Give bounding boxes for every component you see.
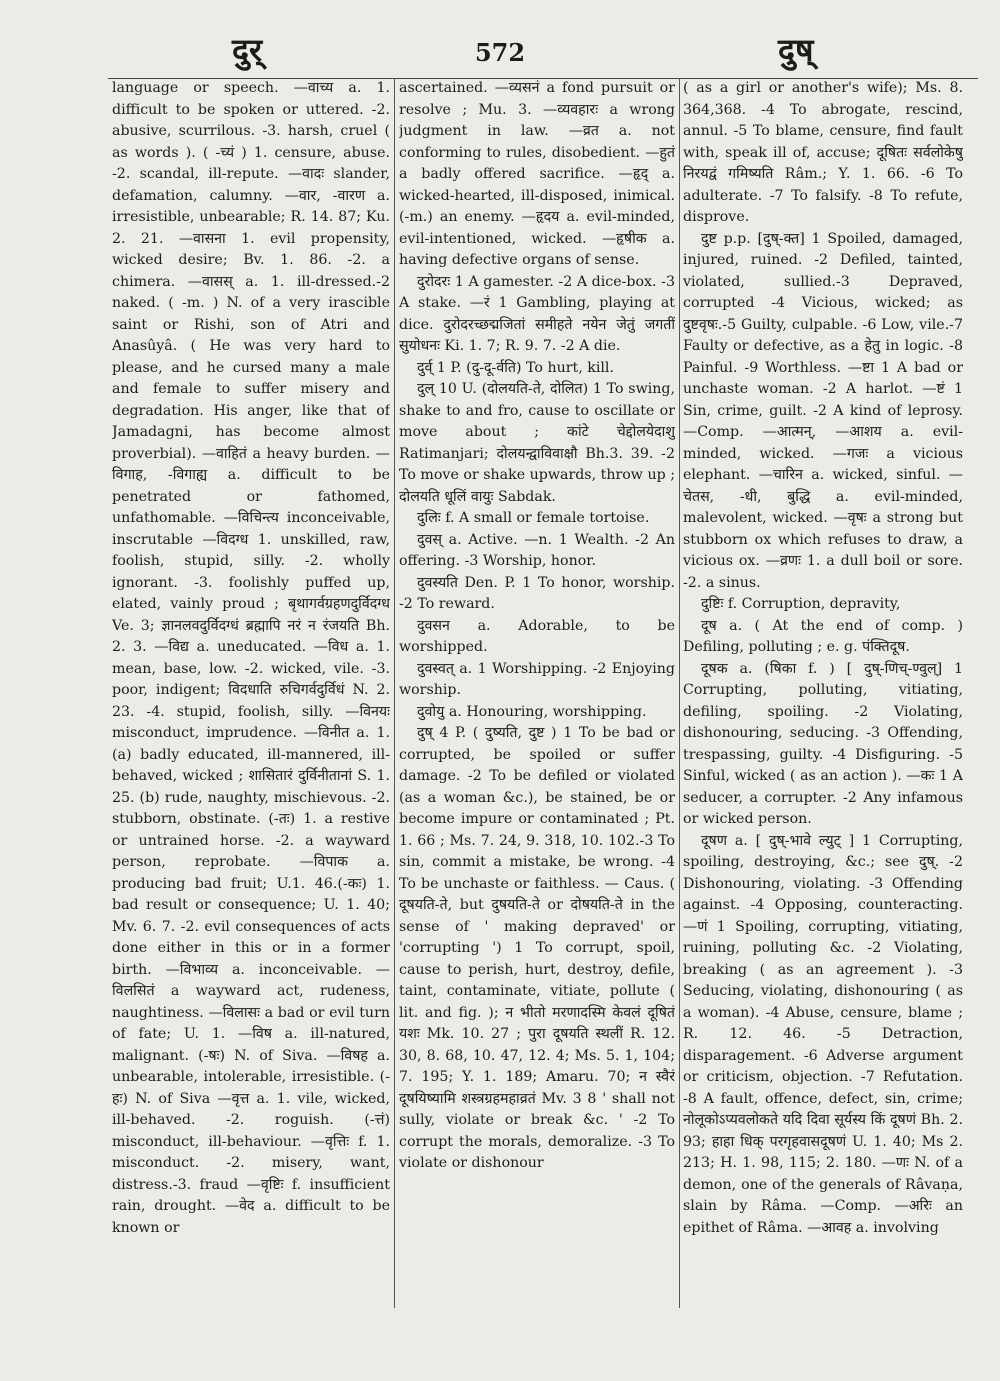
column-2-paragraph: दुवसन a. Adorable, to be worshipped. <box>399 617 675 655</box>
column-3-paragraph: दूषण a. [ दुष्-भावे ल्युट् ] 1 Corrupting, spoiling, destroying, &c.; see दुष्. -2 Dishonouring, violating. -3 Offending against. -4 Opposing, counteracting. —णं 1 Spoiling, corrupting, vitiating, ruining, polluting &c. -2 Violating, breaking ( as an agreement ). -3 Seducing, violating, dishonouring ( as a woman). -4 Abuse, censure, blame ; R. 12. 46. -5 Detraction, disparagement. -6 Adverse argument or criticism, objection. -7 Refutation. -8 A fault, offence, defect, sin, crime; नोलूकोऽप्यवलोकते यदि दिवा सूर्यस्य किं दूषणं Bh. 2. 93; हाहा धिक् परगृहवासदूषणं U. 1. 40; Ms 2. 213; H. 1. 98, 115; 2. 180. —णः N. of a demon, one of the generals of Râvaṇa, slain by Râma. —Comp. —अरिः an epithet of Râma. —आवह a. involving <box>683 832 963 1236</box>
column-3-paragraph: दुष्ट p.p. [दुष्-क्त] 1 Spoiled, damaged, injured, ruined. -2 Defiled, tainted, violated, sullied.-3 Depraved, corrupted -4 Vicious, wicked; as दुष्टवृषः.-5 Guilty, culpable. -6 Low, vile.-7 Faulty or defective, as a हेतु in logic. -8 Painful. -9 Worthless. —ष्टा 1 A bad or unchaste woman. -2 A harlot. —ष्टं 1 Sin, crime, guilt. -2 A kind of leprosy. —Comp. —आत्मन्, —आशय a. evil-minded, wicked. —गजः a vicious elephant. —चारिन a. wicked, sinful. —चेतस, -धी, बुद्धि a. evil-minded, malevolent, wicked. —वृषः a strong but stubborn ox which refuses to draw, a vicious ox. —व्रणः 1. a dull boil or sore. -2. a sinus. <box>683 230 963 591</box>
column-divider <box>679 78 680 1308</box>
column-2-paragraph: दुवोयु a. Honouring, worshipping. <box>417 703 647 720</box>
column-1 <box>112 78 390 1308</box>
column-2-paragraph: दुरोदरः 1 A gamester. -2 A dice-box. -3 A stake. —रं 1 Gambling, playing at dice. दुरोदरच्छद्मजितां समीहते नयेन जेतुं जगतीं सुयोधनः Ki. 1. 7; R. 9. 7. -2 A die. <box>399 273 675 354</box>
column-2-paragraph: ascertained. —व्यसनं a fond pursuit or resolve ; Mu. 3. —व्यवहारः a wrong judgment in law. —व्रत a. not conforming to rules, disobedient. —हुतं a badly offered sacrifice. —हृद् a. wicked-hearted, ill-disposed, inimical. (-m.) an enemy. —हृदय a. evil-minded, evil-intentioned, wicked. —हृषीक a. having defective organs of sense. <box>399 80 675 268</box>
column-2-paragraph: दुष् 4 P. ( दुष्यति, दुष्ट ) 1 To be bad or corrupted, be spoiled or suffer damage. -2 To be defiled or violated (as a woman &c.), be stained, be or become impure or contaminated ; Pt. 1. 66 ; Ms. 7. 24, 9. 318, 10. 102.-3 To sin, commit a mistake, be wrong. -4 To be unchaste or faithless. — Caus. ( दूषयति-ते, but दुषयति-ते or दोषयति-ते in the sense of ' making depraved' or 'corrupting ') 1 To corrupt, spoil, cause to perish, hurt, destroy, defile, taint, contaminate, vitiate, pollute ( lit. and fig. ); न भीतो मरणादस्मि केवलं दूषितं यशः Mk. 10. 27 ; पुरा दूषयति स्थलीं R. 12. 30, 8. 68, 10. 47, 12. 4; Ms. 5. 1, 104; 7. 195; Y. 1. 189; Amaru. 70; न स्वैरं दूषयिष्यामि शस्त्रग्रहमहाव्रतं Mv. 3 8 ' shall not sully, violate or break &c. ' -2 To corrupt the morals, demoralize. -3 To violate or dishonour <box>399 725 675 1171</box>
header-right-guideword: दुष् <box>778 31 814 69</box>
column-3 <box>683 78 963 1308</box>
column-3-paragraph: ( as a girl or another's wife); Ms. 8. 364,368. -4 To abrogate, rescind, annul. -5 To blame, censure, find fault with, speak ill of, accuse; दूषितः सर्वलोकेषु निरयद्वं गमिष्यति Râm.; Y. 1. 66. -6 To adulterate. -7 To falsify. -8 To refute, disprove. <box>683 80 963 225</box>
column-3-paragraph: दुष्टिः f. Corruption, depravity, <box>701 596 901 612</box>
column-1-text: language or speech. —वाच्य a. 1. difficult to be spoken or uttered. -2. abusive, scurrilous. -3. harsh, cruel ( as words ). ( -च्यं ) 1. censure, abuse. -2. scandal, ill-repute. —वादः slander, defamation, calumny. —वार, -वारण a. irresistible, unbearable; R. 14. 87; Ku. 2. 21. —वासना 1. evil propensity, wicked desire; Bv. 1. 86. -2. a chimera. —वासस् a. 1. ill-dressed.-2 naked. ( -m. ) N. of a very irascible saint or Rishi, son of Atri and Anasûyâ. ( He was very hard to please, and he cursed many a male and female to suffer misery and degradation. His anger, like that of Jamadagni, has become almost proverbial). —वाहितं a heavy burden. —विगाह, -विगाह्य a. difficult to be penetrated or fathomed, unfathomable. —विचिन्त्य inconceivable, inscrutable —विदग्ध 1. unskilled, raw, foolish, stupid, silly. -2. wholly ignorant. -3. foolishly puffed up, elated, vainly proud ; बृथागर्वग्रहणदुर्विदग्ध Ve. 3; ज्ञानलवदुर्विदग्धं ब्रह्मापि नरं न रंजयति Bh. 2. 3. —विद्य a. uneducated. —विध a. 1. mean, base, low. -2. wicked, vile. -3. poor, indigent; विदधाति रुचिगर्वदुर्विधं N. 2. 23. -4. stupid, foolish, silly. —विनयः misconduct, imprudence. —विनीत a. 1. (a) badly educated, ill-mannered, ill-behaved, wicked ; शासितारं दुर्विनीतानां S. 1. 25. (b) rude, naughty, mischievous. -2. stubborn, obstinate. (-तः) 1. a restive or untrained horse. -2. a wayward person, reprobate. —विपाक a. producing bad fruit; U.1. 46.(-कः) 1. bad result or consequence; U. 1. 40; Mv. 6. 7. -2. evil consequences of acts done either in this or in a former birth. —विभाव्य a. inconceivable. —विलसितं a wayward act, rudeness, naughtiness. —विलासः a bad or evil turn of fate; U. 1. —विष a. ill-natured, malignant. (-षः) N. of Siva. —विषह a. unbearable, intolerable, irresistible. (-हः) N. of Siva —वृत्त a. 1. vile, wicked, ill-behaved. -2. roguish. (-त्तं) misconduct, ill-behaviour. —वृत्तिः f. 1. misconduct. -2. misery, want, distress.-3. fraud —वृष्टिः f. insufficient rain, drought. —वेद a. difficult to be known or <box>112 80 390 1236</box>
header-left-guideword: दुर् <box>232 31 263 69</box>
column-3-paragraph: दूषक a. (षिका f. ) [ दुष्-णिच्-ण्वुल्] 1 Corrupting, polluting, vitiating, defiling, spoiling. -2 Violating, dishonouring, seducing. -3 Offending, trespassing, guilty. -4 Disfiguring. -5 Sinful, wicked ( as an action ). —कः 1 A seducer, a corrupter. -2 Any infamous or wicked person. <box>683 660 963 827</box>
column-2-paragraph: दुल् 10 U. (दोलयति-ते, दोलित) 1 To swing, shake to and fro, cause to oscillate or move about ; कांटे चेद्दोलयेदाशु Ratimanjari; दोलयन्द्वाविवाक्षौ Bh.3. 39. -2 To move or shake upwards, throw up ; दोलयति धूलिं वायुः Sabdak. <box>399 381 675 505</box>
page-header <box>0 28 1000 78</box>
column-2 <box>399 78 675 1308</box>
column-2-paragraph: दुवस्वत् a. 1 Worshipping. -2 Enjoying worship. <box>399 660 675 698</box>
column-2-paragraph: दुर्व् 1 P. (दु-दू-र्वति) To hurt, kill. <box>417 359 614 376</box>
column-2-paragraph: दुवस्यति Den. P. 1 To honor, worship. -2 To reward. <box>399 574 675 612</box>
column-divider <box>394 78 395 1308</box>
column-2-paragraph: दुवस् a. Active. —n. 1 Wealth. -2 An offering. -3 Worship, honor. <box>399 531 675 569</box>
column-3-paragraph: दूष a. ( At the end of comp. ) Defiling, polluting ; e. g. पंक्तिदूष. <box>683 617 963 655</box>
page-number: 572 <box>474 38 526 67</box>
column-2-paragraph: दुलिः f. A small or female tortoise. <box>417 510 650 526</box>
